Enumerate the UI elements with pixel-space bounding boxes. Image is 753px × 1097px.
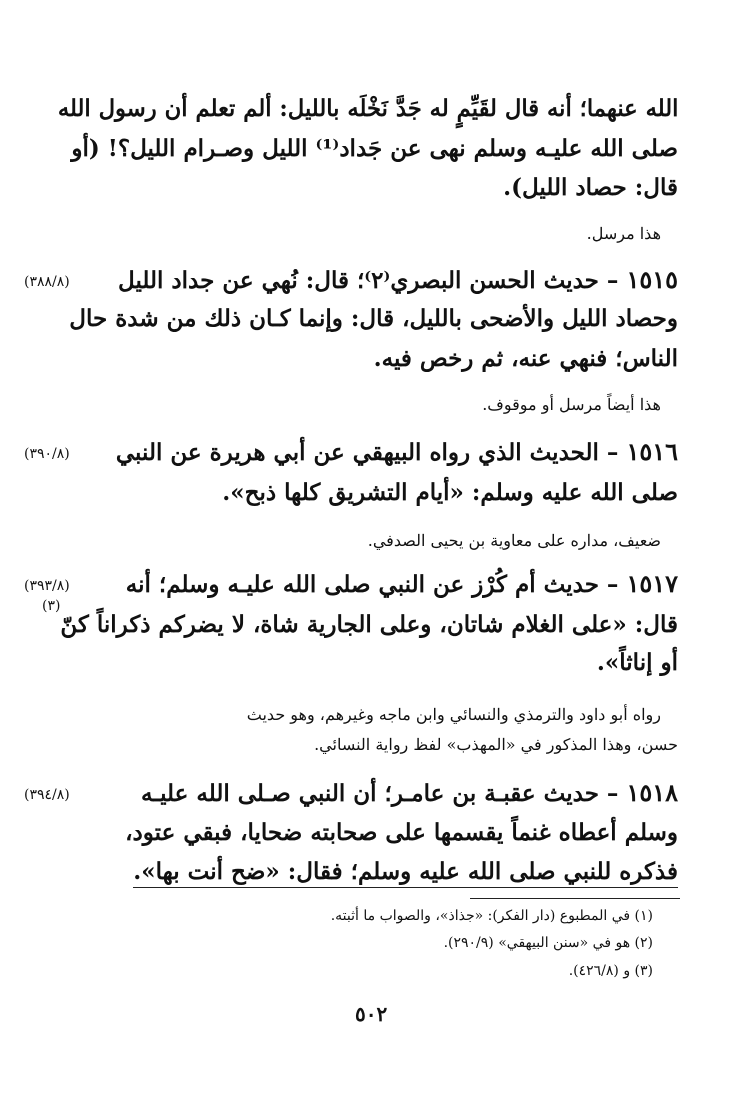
entry-comment: رواه أبو داود والترمذي والنسائي وابن ماجه وغيرهم، وهو حديث — [246, 705, 661, 724]
entry-text-underlined: فذكره للنبي صلى الله عليه وسلم؛ فقال: «ضح أنت بها». — [133, 858, 678, 888]
entry-line: قال: «على الغلام شاتان، وعلى الجارية شاة، لا يضركم ذكراناً كنّ — [60, 611, 678, 638]
intro-comment: هذا مرسل. — [586, 224, 661, 243]
entry-comment: حسن، وهذا المذكور في «المهذب» لفظ رواية النسائي. — [314, 735, 678, 754]
footnote-separator — [470, 898, 680, 899]
entry-comment: هذا أيضاً مرسل أو موقوف. — [482, 395, 661, 414]
entry-line — [126, 567, 678, 602]
margin-reference: (٣٩٠/٨) — [24, 446, 70, 462]
entry-line — [118, 263, 678, 298]
page-number: ٥٠٢ — [355, 1002, 388, 1026]
footnote: (٣) و (٤٢٦/٨). — [568, 963, 653, 979]
hadith-number: ١٥١٦ — [626, 437, 678, 466]
hadith-number: ١٥١٧ — [626, 569, 678, 598]
entry-text: – الحديث الذي رواه البيهقي عن أبي هريرة عن النبي — [115, 439, 619, 466]
entry-line — [116, 435, 678, 470]
entry-line: الناس؛ فنهي عنه، ثم رخص فيه. — [373, 345, 678, 372]
footnote: (٢) هو في «سنن البيهقي» (٢٩٠/٩). — [443, 935, 653, 951]
margin-reference: (٣٨٨/٨) — [24, 274, 70, 290]
entry-line: وحصاد الليل والأضحى بالليل، قال: وإنما كـان ذلك من شدة حال — [69, 305, 678, 332]
entry-text: – حديث عقبـة بن عامـر؛ أن النبي صـلى الله عليـه — [141, 780, 619, 807]
margin-reference: (٣٩٣/٨) — [24, 578, 70, 594]
entry-line — [141, 776, 678, 811]
intro-line: قال: حصاد الليل). — [503, 174, 678, 201]
intro-line: الله عنهما؛ أنه قال لقَيِّمٍ له جَدَّ نَخْلَه بالليل: ألم تعلم أن رسول الله — [57, 95, 678, 122]
intro-line: صلى الله عليـه وسلم نهى عن جَداد⁽¹⁾ الليل وصـرام الليل؟! (أو — [71, 135, 678, 162]
hadith-number: ١٥١٨ — [626, 778, 678, 807]
entry-line — [133, 855, 678, 889]
margin-footnote-mark: (٣) — [42, 598, 61, 614]
entry-line: وسلم أعطاه غنماً يقسمها على صحابته ضحايا، فبقي عتود، — [125, 819, 678, 846]
footnote: (١) في المطبوع (دار الفكر): «جذاذ»، والصواب ما أثبته. — [330, 908, 653, 924]
entry-comment: ضعيف، مداره على معاوية بن يحيى الصدفي. — [367, 531, 661, 550]
entry-line: أو إناثاً». — [596, 649, 678, 676]
hadith-number: ١٥١٥ — [626, 265, 678, 294]
margin-reference: (٣٩٤/٨) — [24, 787, 70, 803]
entry-line: صلى الله عليه وسلم: «أيام التشريق كلها ذبح». — [222, 479, 678, 506]
entry-text: – حديث الحسن البصري⁽٢⁾؛ قال: نُهي عن جداد الليل — [118, 267, 619, 294]
entry-text: – حديث أم كُرْز عن النبي صلى الله عليـه وسلم؛ أنه — [125, 571, 619, 598]
